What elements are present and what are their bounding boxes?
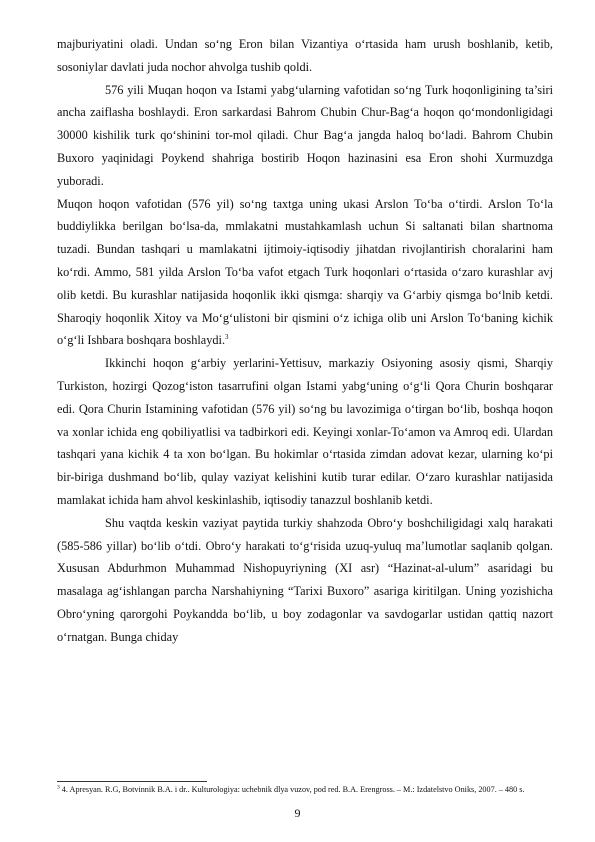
paragraph-4: Ikkinchi hoqon g‘arbiy yerlarini-Yettisuv, markaziy Osiyoning asosiy qismi, Sharqiy Turkiston, hozirgi Qozog‘iston tasarrufini olgan Istami yabg‘uning o‘g‘li Qora Churin boshqarar edi. Qora Churin Istamining vafotidan (576 yil) so‘ng bu lavozimiga o‘tirgan bo‘lib, boshqa hoqon va xonlar ichida eng qobiliyatlisi va tadbirkori edi. Keyingi xonlar-To‘amon va Amroq edi. Ulardan tashqari yana kichik 4 ta xon bo‘lgan. Bu hokimlar o‘rtasida zimdan adovat kezar, ularning ko‘pi bir-biriga dushmand bo‘lib, qulay vaziyat kelishini kutib turar edilar. O‘zaro kurashlar natijasida mamlakat ichida ham ahvol keskinlashib, iqtisodiy tanazzul boshlanib ketdi. [57, 356, 553, 507]
paragraph-5: Shu vaqtda keskin vaziyat paytida turkiy shahzoda Obro‘y boshchiligidagi xalq harakati (585-586 yillar) bo‘lib o‘tdi. Obro‘y harakati to‘g‘risida uzuq-yuluq ma’lumotlar saqlanib qolgan. Xususan Abdurhmon Muhammad Nishopuyriyning (XI asr) “Hazinat-al-ulum” asaridagi bu masalaga ag‘ishlangan parcha Narshahiyning “Tarixi Buxoro” asariga kiritilgan. Uning yozishicha Obro‘yning qarorgohi Poykandda bo‘lib, u boy zodagonlar va savdogarlar ustidan qattiq nazort o‘rnatgan. Bunga chiday [57, 515, 553, 644]
paragraph-2: 576 yili Muqan hoqon va Istami yabg‘ularning vafotidan so‘ng Turk hoqonligining ta’siri ancha zaiflasha boshlaydi. Eron sarkardasi Bahrom Chubin Chur-Bag‘a hoqon qo‘mondonligidagi 30000 kishilik turk qo‘shinini tor-mol qiladi. Chur Bag‘a jangda haloq bo‘ladi. Bahrom Chubin Buxoro yaqinidagi Poykend shahriga bostirib Hoqon hazinasini esa Eron shohi Xurmuzdga yuboradi. [57, 82, 553, 188]
page-body [57, 33, 553, 649]
footnote [57, 784, 553, 796]
paragraph-1: majburiyatini oladi. Undan so‘ng Eron bilan Vizantiya o‘rtasida ham urush boshlanib, ketib, sosoniylar davlati juda nochor ahvolga tushib qoldi. [57, 37, 553, 74]
footnote-marker: 3 [57, 784, 60, 791]
paragraph-3 [57, 193, 553, 353]
footnote-text: 4. Apresyan. R.G, Botvinnik B.A. i dr.. Kulturologiya: uchebnik dlya vuzov, pod red. B.A. Erengross. – M.: Izdatelstvo Oniks, 2007. – 480 s. [61, 785, 525, 794]
footnote-divider [57, 781, 207, 782]
paragraph-3-text: Muqon hoqon vafotidan (576 yil) so‘ng taxtga uning ukasi Arslon To‘ba o‘tirdi. Arslon To‘la buddiylikka berilgan bo‘lsa-da, mmlakatni mustahkamlash uchun Si saltanati bilan shartnoma tuzadi. Bundan tashqari u mamlakatni ijtimoiy-iqtisodiy jihatdan rivojlantirish choralarini ham ko‘rdi. Ammo, 581 yilda Arslon To‘ba vafot etgach Turk hoqonlari o‘rtasida o‘zaro kurashlar avj olib ketdi. Bu kurashlar natijasida hoqonlik ikki qismga: sharqiy va G‘arbiy qismga bo‘lnib ketdi. Sharoqiy hoqonlik Xitoy va Mo‘g‘ulistoni bir qismini o‘z ichiga olib uni Arslon To‘baning kichik o‘g‘li Ishbara boshqara boshlaydi. [57, 196, 553, 348]
footnote-reference[interactable]: 3 [225, 333, 229, 342]
page-number: 9 [294, 806, 301, 820]
